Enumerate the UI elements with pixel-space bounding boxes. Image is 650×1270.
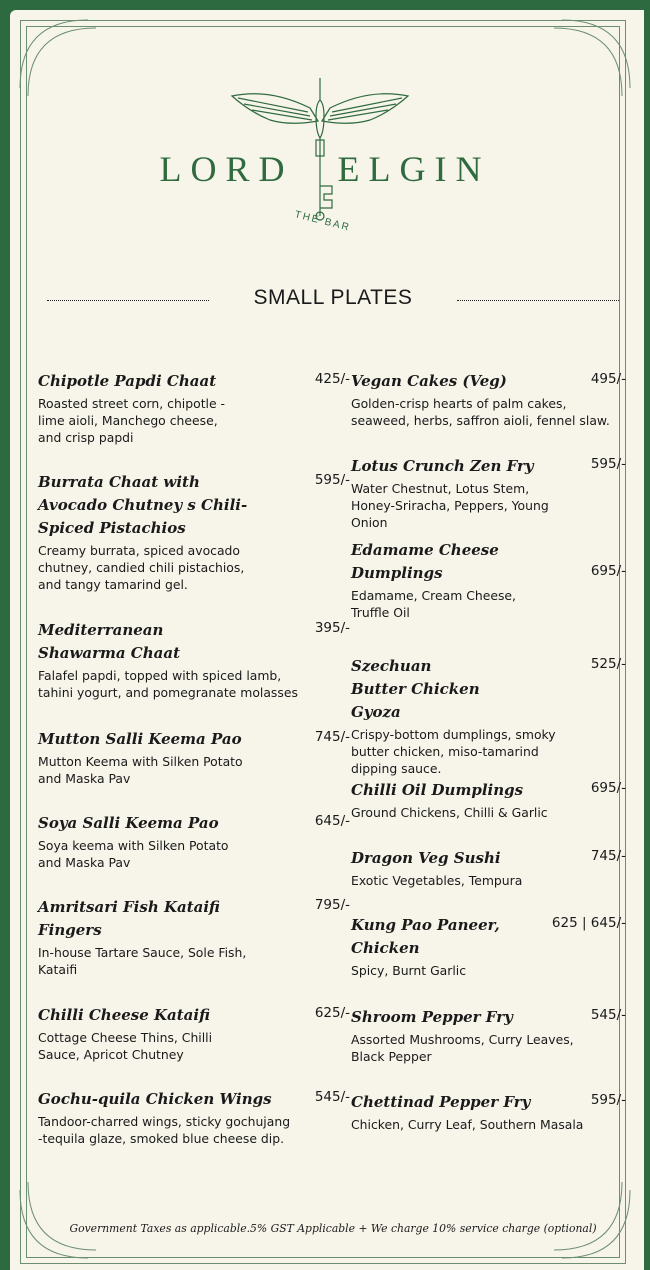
corner-ornament-bottom-right xyxy=(552,1180,632,1260)
menu-item-price: 525/- xyxy=(590,656,626,672)
menu-item-name: Chilli Oil Dumplings xyxy=(351,781,524,799)
menu-item-description: Roasted street corn, chipotle -lime aioli, Manchego cheese, and crisp papdi xyxy=(38,396,226,445)
menu-item xyxy=(351,539,626,621)
menu-item-price: 795/- xyxy=(314,897,350,913)
menu-item-name: Gochu-quila Chicken Wings xyxy=(38,1090,272,1108)
menu-item-price: 595/- xyxy=(590,1092,626,1108)
menu-item-description: Creamy burrata, spiced avocado chutney, candied chili pistachios, and tangy tamarind gel. xyxy=(38,543,245,592)
menu-item-description: Exotic Vegetables, Tempura xyxy=(351,873,523,888)
menu-item-price: 695/- xyxy=(590,563,626,579)
menu-item-name: Dragon Veg Sushi xyxy=(351,849,501,867)
menu-item-description: Assorted Mushrooms, Curry Leaves, Black Pepper xyxy=(351,1032,574,1064)
brand-tagline: THE BAR xyxy=(293,209,352,234)
menu-item xyxy=(351,1091,626,1133)
menu-item-description: In-house Tartare Sauce, Sole Fish, Kataifi xyxy=(38,945,247,977)
menu-item xyxy=(351,779,626,821)
menu-item xyxy=(38,619,350,701)
menu-item-name: Szechuan Butter Chicken Gyoza xyxy=(351,657,480,721)
menu-item-name: Mediterranean Shawarma Chaat xyxy=(38,621,181,662)
menu-item-name: Amritsari Fish Kataifi Fingers xyxy=(38,898,220,939)
menu-item-price: 425/- xyxy=(314,371,350,387)
menu-item-price: 595/- xyxy=(314,472,350,488)
menu-item-description: Mutton Keema with Silken Potato and Maska Pav xyxy=(38,754,243,786)
corner-ornament-bottom-left xyxy=(18,1180,98,1260)
brand-wordmark xyxy=(0,148,650,190)
menu-item-price: 645/- xyxy=(314,813,350,829)
menu-item xyxy=(38,812,350,871)
menu-item-description: Falafel papdi, topped with spiced lamb, tahini yogurt, and pomegranate molasses xyxy=(38,668,298,700)
menu-item-price: 595/- xyxy=(590,456,626,472)
corner-ornament-top-left xyxy=(18,18,98,98)
brand-word-lord: LORD xyxy=(159,149,294,189)
menu-item-name: Kung Pao Paneer, Chicken xyxy=(351,916,500,957)
menu-item-name: Chipotle Papdi Chaat xyxy=(38,372,217,390)
menu-item xyxy=(38,896,350,978)
menu-item-description: Soya keema with Silken Potato and Maska Pav xyxy=(38,838,229,870)
menu-item-description: Spicy, Burnt Garlic xyxy=(351,963,467,978)
menu-item xyxy=(38,1004,350,1063)
menu-item xyxy=(38,1088,350,1147)
menu-item xyxy=(38,370,350,446)
section-divider-right xyxy=(457,300,619,301)
menu-item xyxy=(38,728,350,787)
menu-item-description: Ground Chickens, Chilli & Garlic xyxy=(351,805,548,820)
menu-item xyxy=(351,1006,626,1065)
menu-item-price: 625/- xyxy=(314,1005,350,1021)
menu-item xyxy=(351,914,626,979)
menu-item-name: Vegan Cakes (Veg) xyxy=(351,372,507,390)
menu-item-description: Tandoor-charred wings, sticky gochujang -tequila glaze, smoked blue cheese dip. xyxy=(38,1114,291,1146)
menu-item-description: Cottage Cheese Thins, Chilli Sauce, Apricot Chutney xyxy=(38,1030,213,1062)
menu-item-description: Golden-crisp hearts of palm cakes, seaweed, herbs, saffron aioli, fennel slaw. xyxy=(351,396,610,428)
menu-item-description: Water Chestnut, Lotus Stem, Honey-Sriracha, Peppers, Young Onion xyxy=(351,481,549,530)
menu-item-price: 545/- xyxy=(314,1089,350,1105)
menu-item-price: 395/- xyxy=(314,620,350,636)
menu-item-name: Lotus Crunch Zen Fry xyxy=(351,457,534,475)
menu-item-price: 695/- xyxy=(590,780,626,796)
menu-item xyxy=(351,847,626,889)
menu-item xyxy=(351,370,626,429)
corner-ornament-top-right xyxy=(552,18,632,98)
tax-footnote: Government Taxes as applicable.5% GST Applicable + We charge 10% service charge (optional) xyxy=(69,1222,597,1235)
menu-item-name: Chettinad Pepper Fry xyxy=(351,1093,531,1111)
menu-item-price: 745/- xyxy=(314,729,350,745)
menu-item-name: Chilli Cheese Kataifi xyxy=(38,1006,211,1024)
menu-item-name: Edamame Cheese Dumplings xyxy=(351,541,499,582)
menu-item-price: 495/- xyxy=(590,371,626,387)
menu-item-name: Shroom Pepper Fry xyxy=(351,1008,513,1026)
menu-item-name: Soya Salli Keema Pao xyxy=(38,814,219,832)
menu-item-description: Crispy-bottom dumplings, smoky butter chicken, miso-tamarind dipping sauce. xyxy=(351,727,556,776)
menu-item-price: 545/- xyxy=(590,1007,626,1023)
menu-item xyxy=(38,471,350,593)
menu-item-name: Burrata Chaat with Avocado Chutney s Chili-Spiced Pistachios xyxy=(38,473,248,537)
menu-item xyxy=(351,655,626,777)
brand-word-elgin: ELGIN xyxy=(337,149,491,189)
menu-item-price: 625 | 645/- xyxy=(551,915,626,931)
menu-item-price: 745/- xyxy=(590,848,626,864)
menu-item xyxy=(351,455,626,531)
menu-item-description: Edamame, Cream Cheese, Truffle Oil xyxy=(351,588,516,620)
menu-item-description: Chicken, Curry Leaf, Southern Masala xyxy=(351,1117,584,1132)
section-title: SMALL PLATES xyxy=(253,286,413,309)
menu-item-name: Mutton Salli Keema Pao xyxy=(38,730,242,748)
